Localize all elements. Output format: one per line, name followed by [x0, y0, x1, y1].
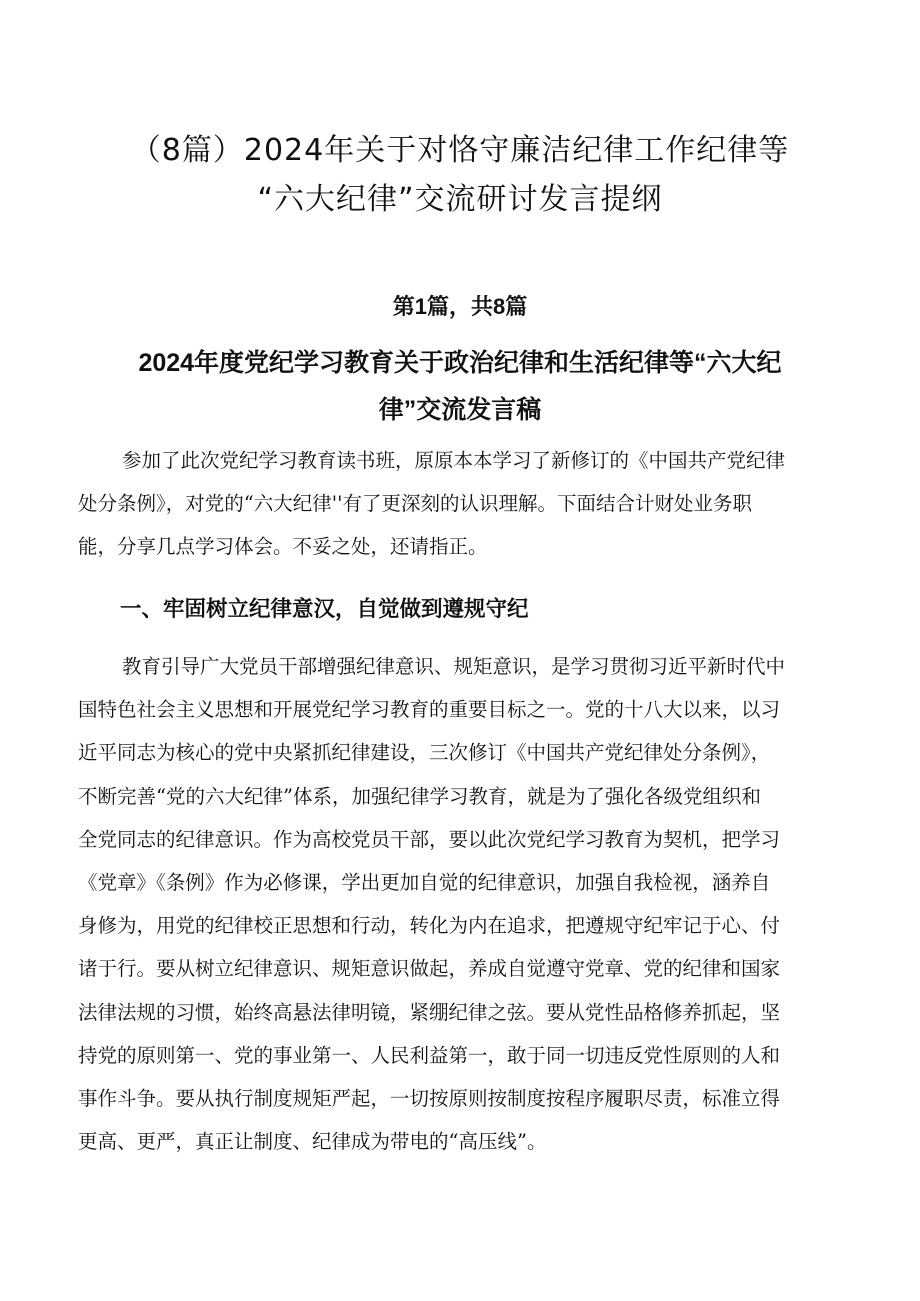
article-title-line-1: 2024年度党纪学习教育关于政治纪律和生活纪律等“六大纪 [138, 349, 782, 377]
section-1-paragraph [78, 645, 858, 1163]
section-1-line: 更高、更严，真正让制度、纪律成为带电的“高压线”。 [78, 1130, 547, 1154]
section-1-line: 诸于行。要从树立纪律意识、规矩意识做起，养成自觉遵守党章、党的纪律和国家 [78, 957, 781, 981]
document-title-line-1: （8篇）2024年关于对恪守廉洁纪律工作纪律等 [130, 133, 790, 168]
intro-line: 能，分享几点学习体会。不妥之处，还请指正。 [78, 535, 488, 559]
section-1-line: 国特色社会主义思想和开展党纪学习教育的重要目标之一。党的十八大以来，以习 [78, 698, 781, 722]
section-1-line: 教育引导广大党员干部增强纪律意识、规矩意识，是学习贯彻习近平新时代中 [122, 655, 786, 678]
intro-line: 参加了此次党纪学习教育读书班，原原本本学习了新修订的《中国共产党纪律 [122, 449, 786, 472]
document-title-line-2: “六大纪律”交流研讨发言提纲 [257, 182, 663, 217]
section-1-line: 法律法规的习惯，始终高悬法律明镜，紧绷纪律之弦。要从党性品格修养抓起，坚 [78, 1000, 781, 1024]
section-heading-1: 一、牢固树立纪律意汉，自觉做到遵规守纪 [120, 597, 529, 621]
section-1-line: 持党的原则第一、党的事业第一、人民利益第一，敢于同一切违反党性原则的人和 [78, 1043, 781, 1067]
section-1-line: 近平同志为核心的党中央紧抓纪律建设，三次修订《中国共产党纪律处分条例》， [78, 741, 771, 765]
section-1-line: 身修为，用党的纪律校正思想和行动，转化为内在追求，把遵规守纪牢记于心、付 [78, 914, 781, 938]
intro-paragraph [78, 439, 858, 569]
part-label: 第1篇，共8篇 [392, 294, 528, 319]
section-1-line: 全党同志的纪律意识。作为高校党员干部，要以此次党纪学习教育为契机，把学习 [78, 827, 781, 851]
article-title-line-2: 律”交流发言稿 [378, 396, 542, 424]
section-1-line: 《党章》《条例》作为必修课，学出更加自觉的纪律意识，加强自我检视，涵养自 [78, 871, 771, 895]
intro-line: 处分条例》，对党的“六大纪律''有了更深刻的认识理解。下面结合计财处业务职 [78, 492, 752, 516]
section-1-line: 事作斗争。要从执行制度规矩严起，一切按原则按制度按程序履职尽责，标准立得 [78, 1087, 781, 1111]
section-1-line: 不断完善“党的六大纪律”体系，加强纪律学习教育，就是为了强化各级党组织和 [78, 784, 761, 808]
